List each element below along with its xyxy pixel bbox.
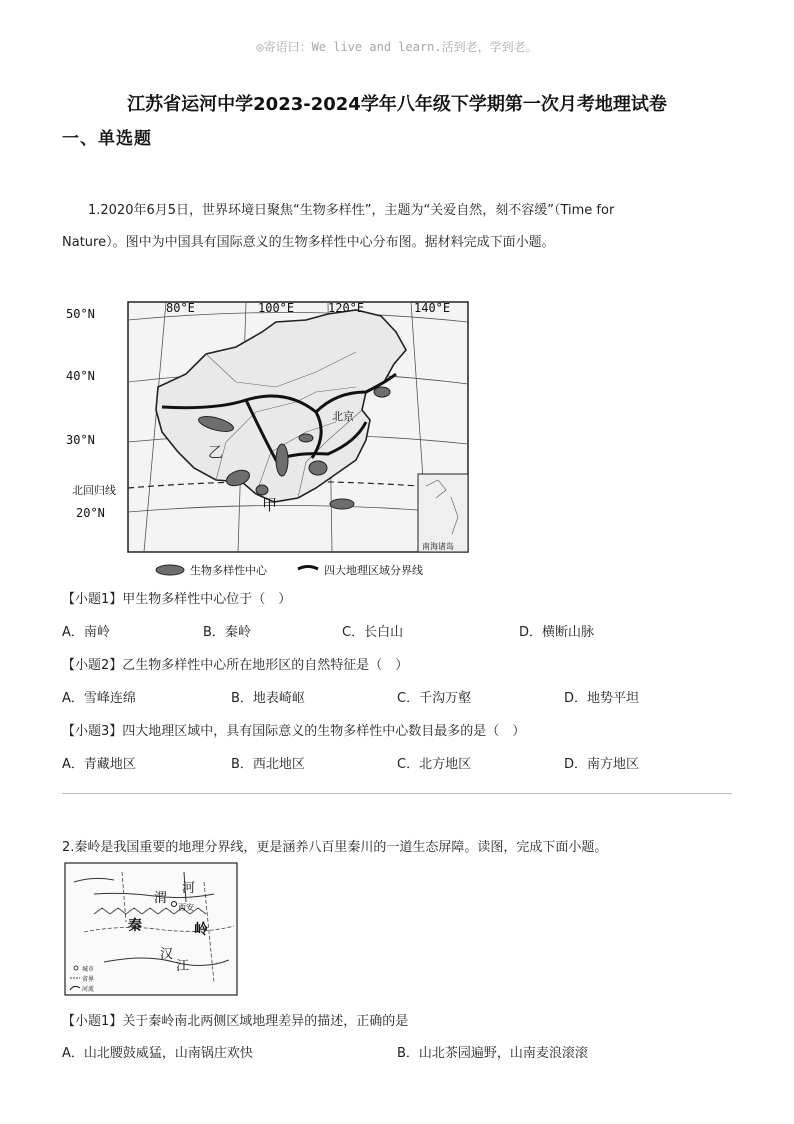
- q1-sub1-option-a[interactable]: A．南岭: [62, 625, 110, 640]
- lon-label: 140°E: [414, 301, 451, 315]
- lon-label: 100°E: [258, 301, 295, 315]
- lon-label: 80°E: [166, 301, 195, 315]
- q1-sub1-option-b[interactable]: B．秦岭: [203, 625, 251, 640]
- tropic-label: 北回归线: [72, 484, 116, 497]
- legend-boundary-symbol: [298, 567, 318, 570]
- q2-stem: 2.秦岭是我国重要的地理分界线，更是涵养八百里秦川的一道生态屏障。读图，完成下面小题。: [62, 840, 608, 855]
- legend-river: 河流: [82, 986, 95, 993]
- lat-label: 50°N: [66, 307, 95, 321]
- q1-sub3-stem: 【小题3】四大地理区域中，具有国际意义的生物多样性中心数目最多的是（ ）: [62, 724, 526, 739]
- label-wei: 渭: [154, 891, 168, 906]
- lon-label: 120°E: [328, 301, 365, 315]
- legend-center-label: 生物多样性中心: [190, 564, 267, 577]
- q1-sub2-option-a[interactable]: A．雪峰连绵: [62, 691, 136, 706]
- watermark: ◎寄语曰：We live and learn.活到老，学到老。: [256, 40, 538, 54]
- lat-label: 20°N: [76, 506, 105, 520]
- inset-box: [418, 474, 468, 552]
- legend-boundary-label: 四大地理区域分界线: [324, 564, 423, 577]
- xian-city-marker: [172, 902, 177, 907]
- legend-city: 城市: [82, 966, 95, 973]
- inset-label: 南海诸岛: [422, 542, 454, 551]
- q1-sub2-option-c[interactable]: C．千沟万壑: [397, 691, 472, 706]
- label-he: 河: [182, 881, 196, 896]
- q1-sub3-option-b[interactable]: B．西北地区: [231, 757, 305, 772]
- label-han: 汉: [160, 947, 174, 962]
- label-beijing: 北京: [332, 410, 354, 423]
- legend-center-symbol: [156, 565, 184, 575]
- q1-stem-line2: Nature）。图中为中国具有国际意义的生物多样性中心分布图。据材料完成下面小题。: [62, 235, 555, 250]
- label-jia: 甲: [262, 496, 278, 514]
- q2-sub1-option-a[interactable]: A．山北腰鼓威猛，山南锅庄欢快: [62, 1046, 253, 1061]
- label-xian: 西安: [178, 903, 194, 912]
- q1-sub3-option-a[interactable]: A．青藏地区: [62, 757, 136, 772]
- label-ling: 岭: [194, 922, 208, 938]
- label-qin: 秦: [128, 918, 142, 934]
- legend-border: 省界: [82, 976, 95, 983]
- lat-label: 30°N: [66, 433, 95, 447]
- q1-sub1-option-c[interactable]: C．长白山: [342, 625, 404, 640]
- q1-sub2-stem: 【小题2】乙生物多样性中心所在地形区的自然特征是（ ）: [62, 658, 409, 673]
- section-heading: 一、单选题: [62, 129, 152, 149]
- q1-sub1-stem: 【小题1】甲生物多样性中心位于（ ）: [62, 592, 292, 607]
- divider: [62, 793, 732, 794]
- q1-sub3-option-d[interactable]: D．南方地区: [564, 757, 640, 772]
- page-title: 江苏省运河中学2023-2024学年八年级下学期第一次月考地理试卷: [127, 94, 667, 115]
- label-yi: 乙: [208, 443, 224, 461]
- q1-sub2-option-d[interactable]: D．地势平坦: [564, 691, 640, 706]
- q1-stem-line1: 1.2020年6月5日，世界环境日聚焦“生物多样性”，主题为“关爱自然，刻不容缓”（Time for: [88, 203, 615, 218]
- q1-sub1-option-d[interactable]: D．横断山脉: [519, 625, 595, 640]
- q1-stem: [62, 195, 732, 259]
- china-biodiversity-map: [66, 292, 476, 584]
- qinling-map: [64, 862, 240, 998]
- lat-label: 40°N: [66, 369, 95, 383]
- q2-sub1-option-b[interactable]: B．山北茶园遍野，山南麦浪滚滚: [397, 1046, 588, 1061]
- q2-sub1-stem: 【小题1】关于秦岭南北两侧区域地理差异的描述，正确的是: [62, 1014, 409, 1029]
- q1-sub2-option-b[interactable]: B．地表崎岖: [231, 691, 305, 706]
- q1-sub3-option-c[interactable]: C．北方地区: [397, 757, 472, 772]
- label-jiang: 江: [176, 959, 190, 974]
